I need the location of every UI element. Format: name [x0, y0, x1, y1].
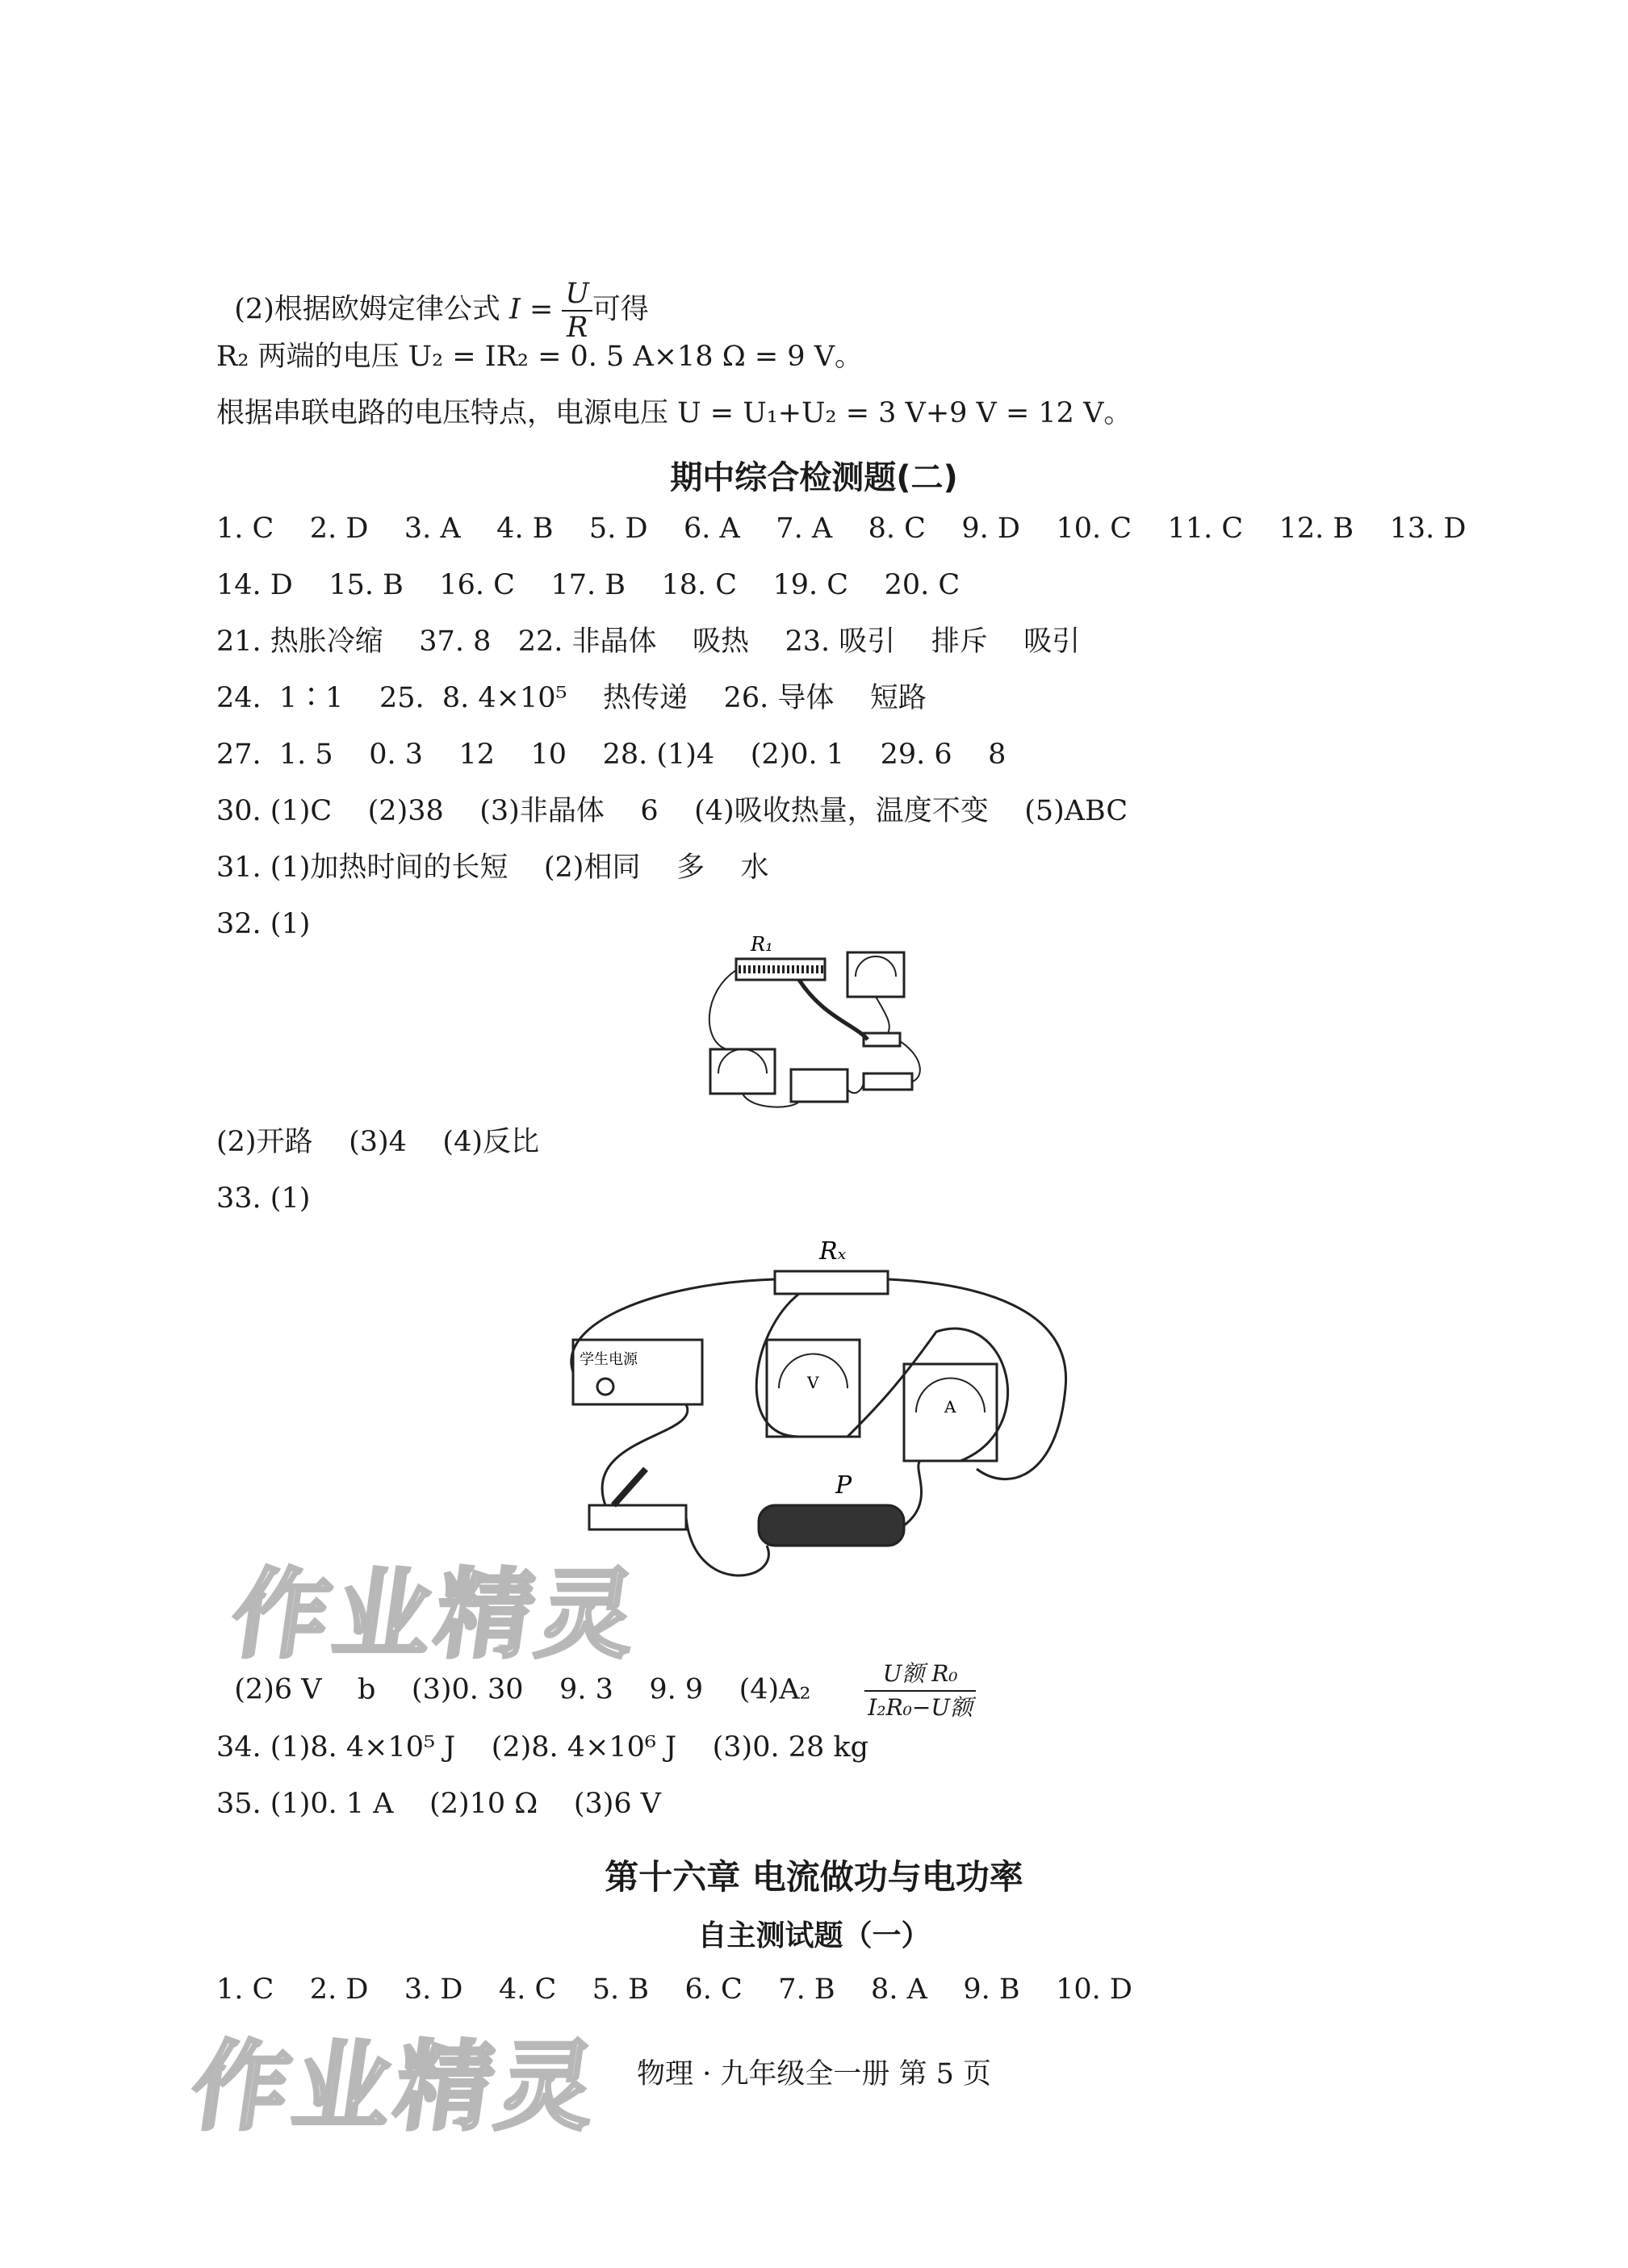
- rx-label: Rₓ: [819, 1237, 847, 1266]
- wire: [709, 970, 736, 1049]
- answer-line: 21. 热胀冷缩 37. 8 22. 非晶体 吸热 23. 吸引 排斥 吸引: [216, 626, 1081, 658]
- fraction-numerator: U额 R₀: [864, 1658, 976, 1692]
- wire: [602, 1404, 688, 1505]
- wire: [876, 997, 889, 1033]
- fraction-denominator: R: [566, 312, 588, 344]
- formula-eq: =: [520, 293, 563, 326]
- wire: [847, 1083, 864, 1093]
- chapter-title: 第十六章 电流做功与电功率: [605, 1857, 1023, 1897]
- switch: [864, 1073, 912, 1090]
- answer-line: 31. (1)加热时间的长短 (2)相同 多 水: [216, 852, 769, 884]
- section-title: 期中综合检测题(二): [670, 459, 958, 496]
- ammeter-letter: A: [944, 1397, 956, 1416]
- answer-line: 14. D 15. B 16. C 17. B 18. C 19. C 20. C: [216, 569, 960, 601]
- fraction-denominator: I₂R₀−U额: [868, 1694, 973, 1721]
- text-line-r2: R₂ 两端的电压 U₂ = IR₂ = 0. 5 A×18 Ω = 9 V。: [216, 341, 863, 373]
- answer-line: 24. 1∶1 25. 8. 4×10⁵ 热传递 26. 导体 短路: [216, 682, 927, 714]
- formula-var: I: [508, 293, 521, 326]
- formula-intro: (2)根据欧姆定律公式: [234, 293, 509, 326]
- knife-switch: [589, 1505, 686, 1529]
- answer-line: 32. (1): [216, 908, 311, 940]
- r1-label: R₁: [751, 933, 773, 956]
- answer-line: 30. (1)C (2)38 (3)非晶体 6 (4)吸收热量，温度不变 (5)ABC: [216, 795, 1128, 827]
- resistor-rx: [775, 1271, 888, 1294]
- formula-line: [216, 242, 649, 344]
- answer-line: (2)开路 (3)4 (4)反比: [216, 1126, 540, 1158]
- answer-line: 35. (1)0. 1 A (2)10 Ω (3)6 V: [216, 1788, 662, 1820]
- switch-blade: [613, 1469, 646, 1505]
- power-supply-label: 学生电源: [580, 1351, 638, 1368]
- wire: [686, 1517, 768, 1575]
- answer-line: 34. (1)8. 4×10⁵ J (2)8. 4×10⁶ J (3)0. 28 kg: [216, 1731, 868, 1764]
- formula-fraction: [864, 1658, 976, 1724]
- ammeter: [710, 1049, 775, 1094]
- section-title: 自主测试题（一）: [697, 1919, 931, 1952]
- sliding-rheostat: [759, 1505, 904, 1546]
- formula-outro: 可得: [592, 293, 649, 326]
- power-knob: [597, 1379, 613, 1395]
- lamp: [864, 1033, 900, 1046]
- answer-text: (2)6 V b (3)0. 30 9. 3 9. 9 (4)A₂: [234, 1673, 811, 1706]
- page-footer: 物理 · 九年级全一册 第 5 页: [636, 2058, 992, 2090]
- battery-box: [791, 1069, 847, 1102]
- fraction-numerator: U: [562, 278, 592, 312]
- slider-p-label: P: [835, 1471, 852, 1500]
- text-line-supply: 根据串联电路的电压特点，电源电压 U = U₁+U₂ = 3 V+9 V = 12 V。: [216, 397, 1132, 429]
- ohm-fraction: [562, 278, 592, 344]
- answer-line: 1. C 2. D 3. A 4. B 5. D 6. A 7. A 8. C 9. D 10. C 11. C 12. B 13. D: [216, 513, 1467, 545]
- circuit-figure-1: [702, 928, 928, 1114]
- answer-line: 27. 1. 5 0. 3 12 10 28. (1)4 (2)0. 1 29. 6 8: [216, 739, 1007, 771]
- wire: [904, 1461, 922, 1525]
- watermark: 作业精灵: [184, 2032, 608, 2144]
- student-power-supply: [573, 1340, 702, 1404]
- answer-line: 1. C 2. D 3. D 4. C 5. B 6. C 7. B 8. A 9. B 10. D: [216, 1973, 1132, 2006]
- voltmeter-letter: V: [807, 1373, 819, 1392]
- watermark: 作业精灵: [224, 1559, 648, 1672]
- answer-line: 33. (1): [216, 1182, 311, 1215]
